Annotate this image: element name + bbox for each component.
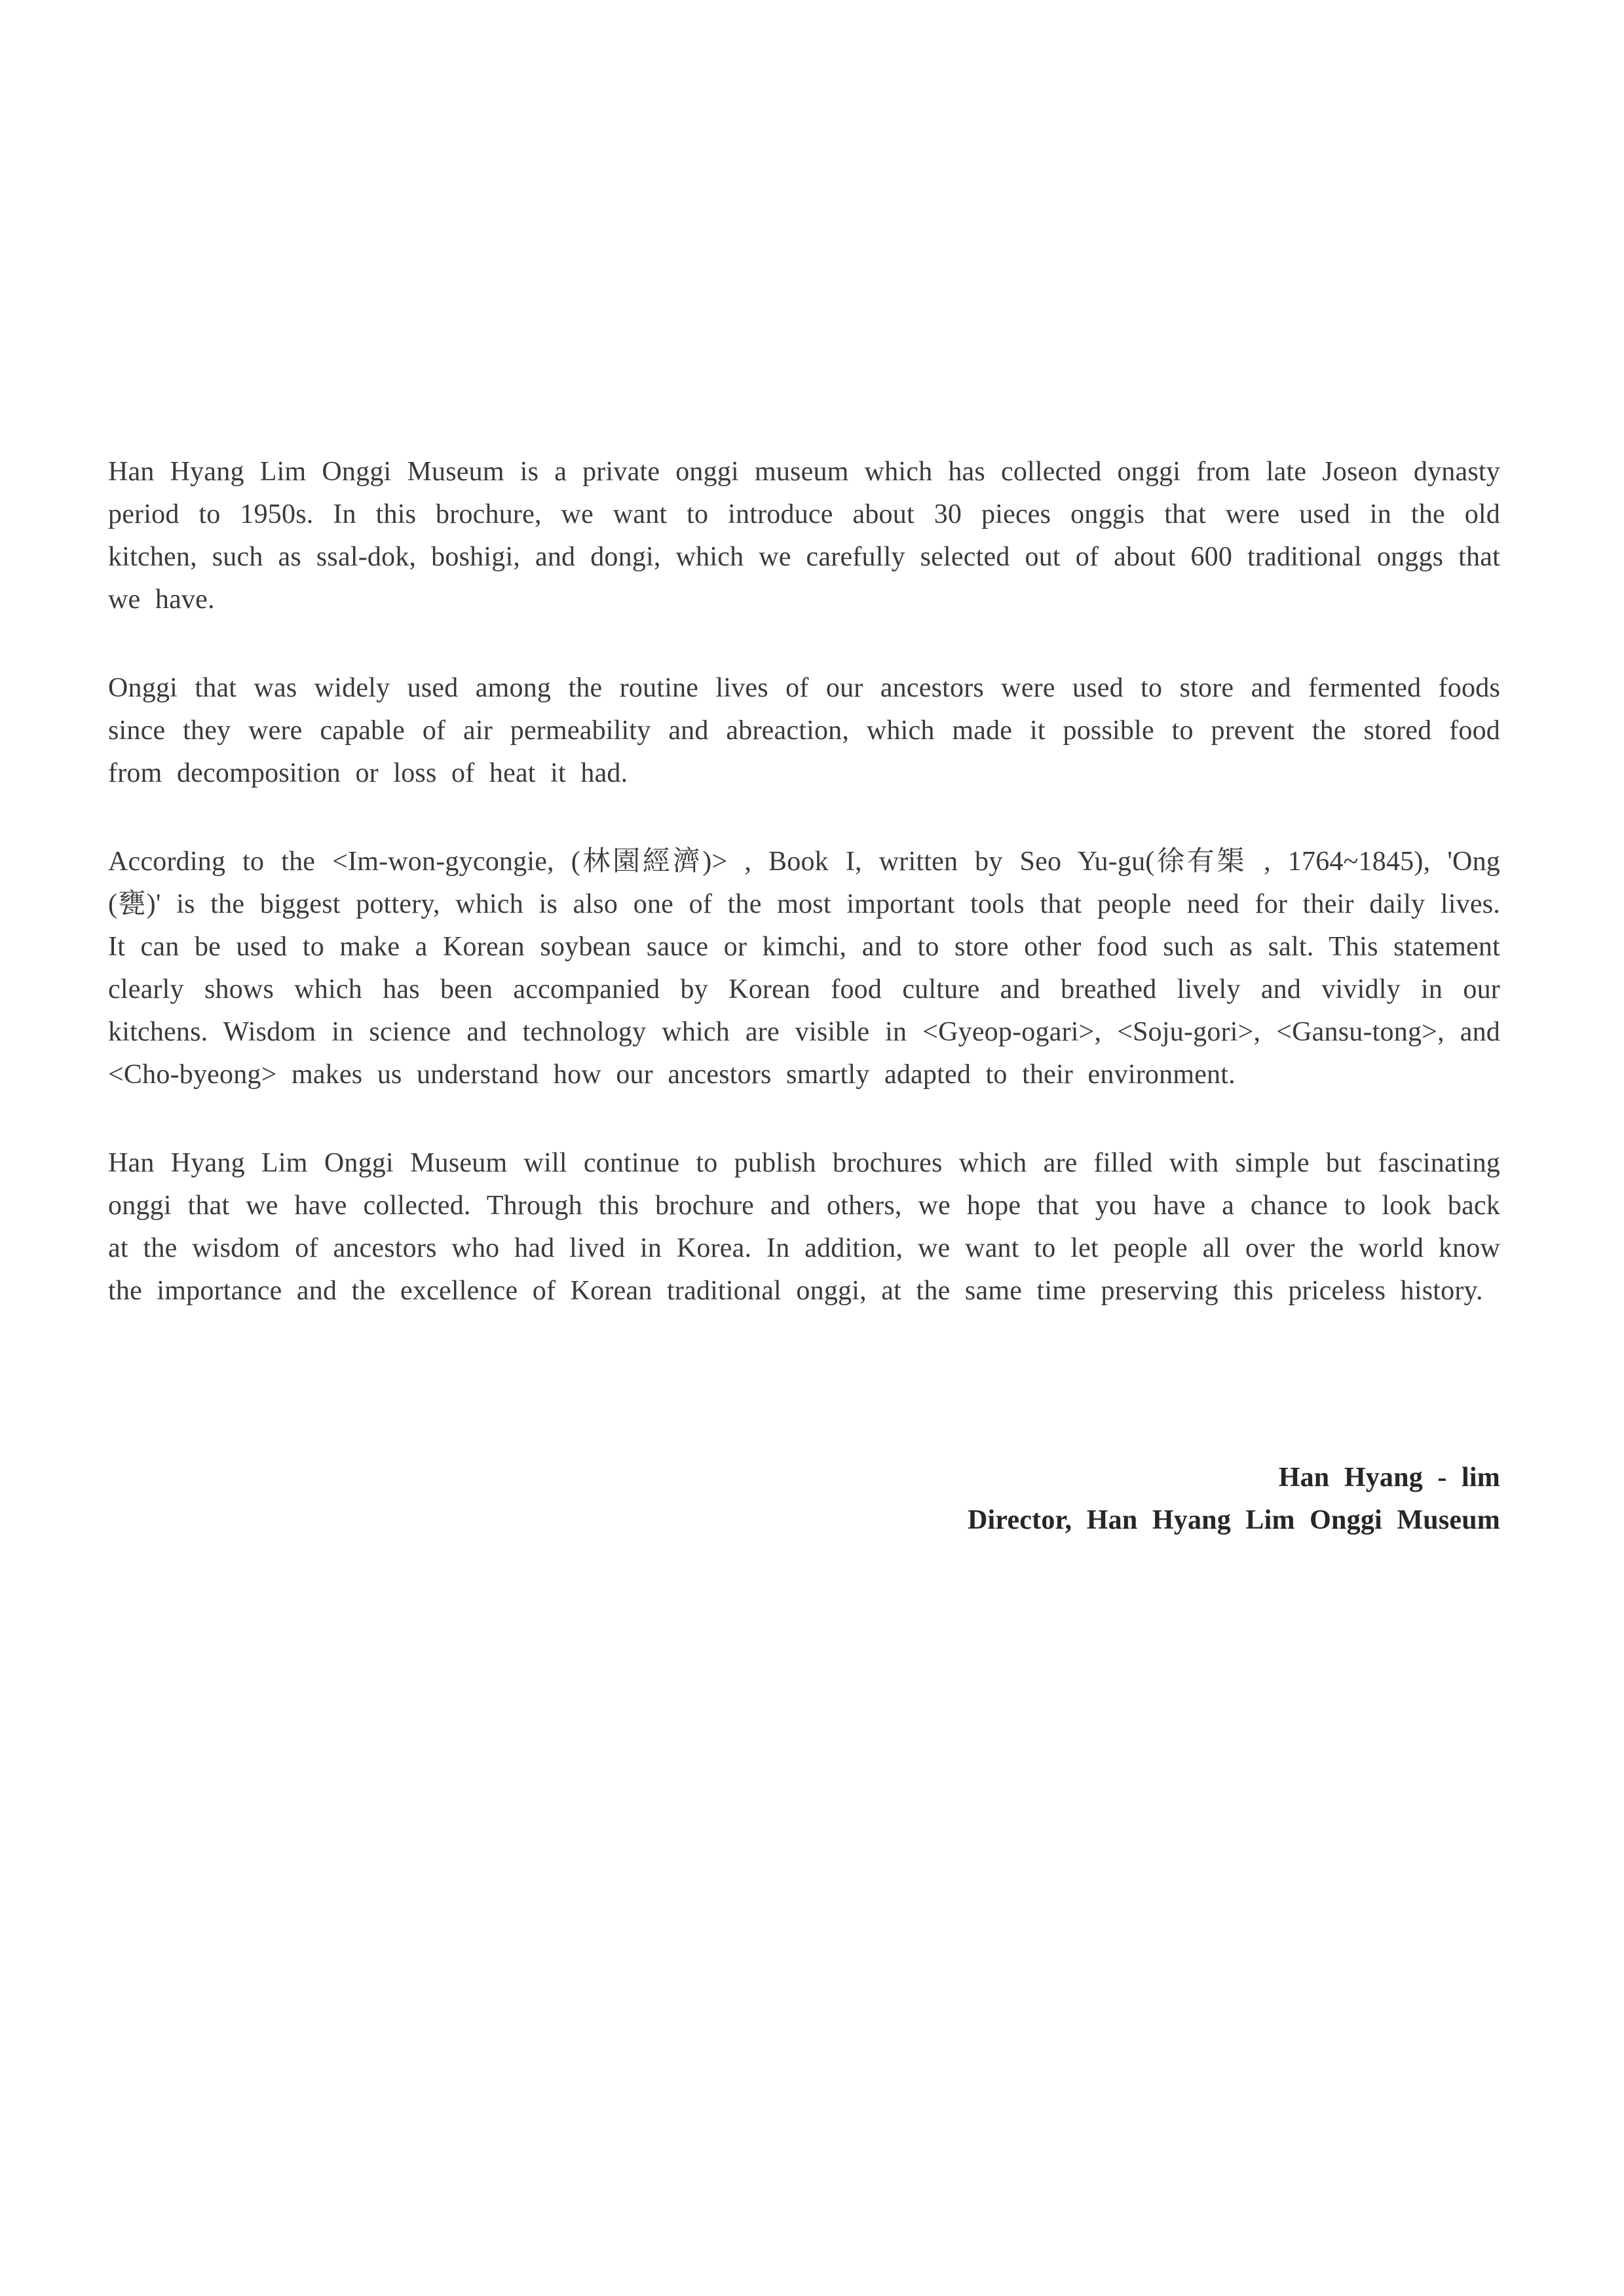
- paragraph-closing: Han Hyang Lim Onggi Museum will continue to publish brochures which are filled with simple but fascinating onggi that we have collected. Through this brochure and others, we hope that you have a chance to look back at the wisdom of ancestors who had lived in Korea. In addition, we want to let people all over the world know the importance and the excellence of Korean traditional onggi, at the same time preserving this priceless history.: [108, 1148, 1500, 1306]
- signature-title: Director, Han Hyang Lim Onggi Museum: [967, 1505, 1500, 1535]
- paragraph-museum-intro: Han Hyang Lim Onggi Museum is a private onggi museum which has collected onggi from late Joseon dynasty period to 1950s. In this brochure, we want to introduce about 30 pieces onggis that were used in the old kitchen, such as ssal-dok, boshigi, and dongi, which we carefully selected out of about 600 traditional onggs that we have.: [108, 457, 1500, 615]
- signature-block: [108, 1457, 1500, 1542]
- paragraph-onggi-usage: Onggi that was widely used among the routine lives of our ancestors were used to store and fermented foods since they were capable of air permeability and abreaction, which made it possible to prevent the stored food from decomposition or loss of heat it had.: [108, 673, 1500, 788]
- letter-body: [108, 451, 1500, 1542]
- paragraph-imwon-gycongie: According to the <Im-won-gycongie, (林園經濟)> , Book I, written by Seo Yu-gu(徐有榘 , 1764~1845), 'Ong (甕)' is the biggest pottery, which is also one of the most important tools that people need for their daily lives. It can be used to make a Korean soybean sauce or kimchi, and to store other food such as salt. This statement clearly shows which has been accompanied by Korean food culture and breathed lively and vividly in our kitchens. Wisdom in science and technology which are visible in <Gyeop-ogari>, <Soju-gori>, <Gansu-tong>, and <Cho-byeong> makes us understand how our ancestors smartly adapted to their environment.: [108, 847, 1500, 1090]
- signature-name: Han Hyang - lim: [1278, 1463, 1500, 1493]
